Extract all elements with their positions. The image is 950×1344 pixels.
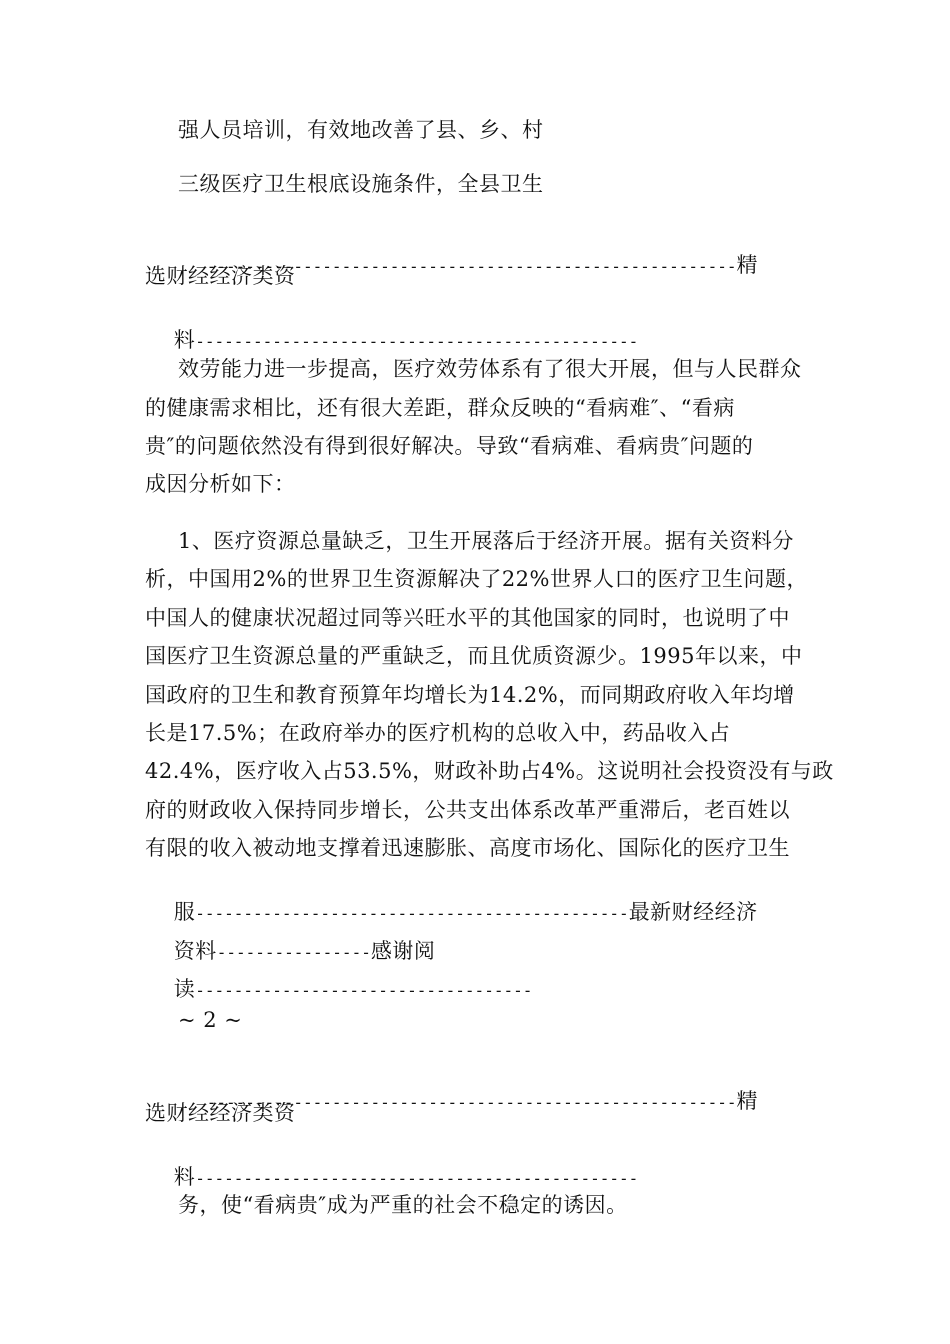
paragraph-line: 长是17.5%；在政府举办的医疗机构的总收入中，药品收入占 — [145, 721, 731, 745]
footer-text: 最新财经经济 — [628, 900, 758, 924]
dash-rule: ----------------------------------- — [195, 981, 533, 1000]
paragraph-line: 析，中国用2%的世界卫生资源解决了22%世界人口的医疗卫生问题， — [145, 567, 808, 591]
page-number: ~ 2 ~ — [178, 1008, 243, 1032]
dash-rule: ---------------------------------------------- — [195, 1169, 639, 1188]
footer-text: 料 — [173, 328, 196, 352]
dash-rule: --------------------------------------------- — [195, 904, 629, 923]
paragraph-line: 国政府的卫生和教育预算年均增长为14.2%，而同期政府收入年均增 — [145, 683, 795, 707]
footer-text: 读 — [173, 977, 196, 1001]
footer-text: 精 — [736, 1089, 759, 1113]
footer-text: 资料 — [173, 939, 217, 963]
text-line: 强人员培训，有效地改善了县、乡、村 — [178, 118, 544, 142]
paragraph-line: 42.4%，医疗收入占53.5%，财政补助占4%。这说明社会投资没有与政 — [145, 759, 834, 783]
dash-rule: ------------------------------------------------------- — [206, 1093, 737, 1112]
paragraph-line: 1、医疗资源总量缺乏，卫生开展落后于经济开展。据有关资料分 — [178, 529, 794, 553]
paragraph-line: 效劳能力进一步提高，医疗效劳体系有了很大开展，但与人民群众 — [178, 357, 802, 381]
paragraph-line: 贵″的问题依然没有得到很好解决。导致“看病难、看病贵″问题的 — [145, 434, 754, 458]
footer-text-line: 选财经经济类资 — [145, 1101, 296, 1125]
paragraph-line: 中国人的健康状况超过同等兴旺水平的其他国家的同时，也说明了中 — [145, 606, 790, 630]
dash-rule: ---------------------------------------------- — [195, 332, 639, 351]
paragraph-line: 成因分析如下： — [145, 472, 296, 496]
text-line: 三级医疗卫生根底设施条件，全县卫生 — [178, 172, 544, 196]
footer-text: 料 — [173, 1165, 196, 1189]
footer-text: 感谢阅 — [370, 939, 436, 963]
footer-text: 精 — [736, 253, 759, 277]
dash-rule: ---------------- — [216, 943, 371, 962]
paragraph-line: 有限的收入被动地支撑着迅速膨胀、高度市场化、国际化的医疗卫生 — [145, 836, 790, 860]
footer-text: 服 — [173, 900, 196, 924]
paragraph-line: 府的财政收入保持同步增长，公共支出体系改革严重滞后，老百姓以 — [145, 798, 790, 822]
footer-text-line: 选财经经济类资 — [145, 264, 296, 288]
paragraph-line: 国医疗卫生资源总量的严重缺乏，而且优质资源少。1995年以来，中 — [145, 644, 803, 668]
dash-rule: ------------------------------------------------------- — [206, 257, 737, 276]
paragraph-line: 的健康需求相比，还有很大差距，群众反映的“看病难″、“看病 — [145, 396, 735, 420]
paragraph-line: 务，使“看病贵″成为严重的社会不稳定的诱因。 — [178, 1193, 628, 1217]
